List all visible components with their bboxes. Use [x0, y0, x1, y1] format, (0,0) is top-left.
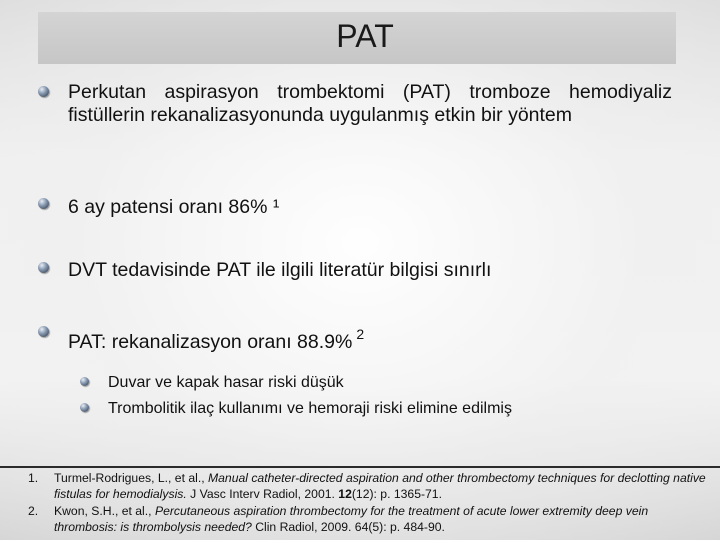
bullet-item-2: 6 ay patensi oranı 86% ¹	[68, 196, 280, 218]
reference-journal: J Vasc Interv Radiol, 2001.	[186, 486, 339, 501]
title-bar	[38, 12, 676, 64]
sub-bullet-icon	[80, 377, 89, 386]
reference-journal: Clin Radiol, 2009. 64(5): p. 484-90.	[251, 519, 445, 534]
bullet-item-3: DVT tedavisinde PAT ile ilgili literatür bilgisi sınırlı	[68, 259, 492, 281]
reference-number: 1.	[28, 471, 39, 485]
reference-volume: 12	[338, 486, 352, 501]
reference-superscript: 2	[356, 326, 365, 342]
sub-bullet-icon	[80, 403, 89, 412]
sub-bullet-item-2: Trombolitik ilaç kullanımı ve hemoraji riski elimine edilmiş	[108, 400, 512, 417]
reference-title: Percutaneous aspiration thrombectomy for the treatment of acute lower extremity deep vein thrombosis: is thrombolysis needed?	[54, 504, 649, 534]
bullet-icon	[38, 262, 49, 273]
bullet-item-4	[68, 323, 672, 354]
bullet-icon	[38, 198, 49, 209]
reference-pages: (12): p. 1365-71.	[351, 486, 442, 501]
bullet-item-1: Perkutan aspirasyon trombektomi (PAT) tromboze hemodiyaliz fistüllerin rekanalizasyonunda uygulanmış etkin bir yöntem	[68, 81, 672, 126]
bullet-item-4-text: PAT: rekanalizasyon oranı 88.9%	[68, 331, 353, 353]
reference-authors: Turmel-Rodrigues, L., et al.,	[54, 471, 208, 485]
bullet-icon	[38, 86, 49, 97]
reference-authors: Kwon, S.H., et al.,	[54, 504, 155, 518]
reference-1	[22, 471, 712, 502]
bullet-icon	[38, 326, 49, 337]
sub-bullet-item-1: Duvar ve kapak hasar riski düşük	[108, 374, 344, 391]
reference-number: 2.	[28, 504, 39, 518]
reference-title: Manual catheter-directed aspiration and other thrombectomy techniques for declotting native fistulas for hemodialysis.	[54, 471, 706, 501]
slide-title: PAT	[336, 18, 394, 54]
footer-divider	[0, 466, 720, 468]
reference-2	[22, 504, 712, 535]
references	[22, 471, 712, 535]
